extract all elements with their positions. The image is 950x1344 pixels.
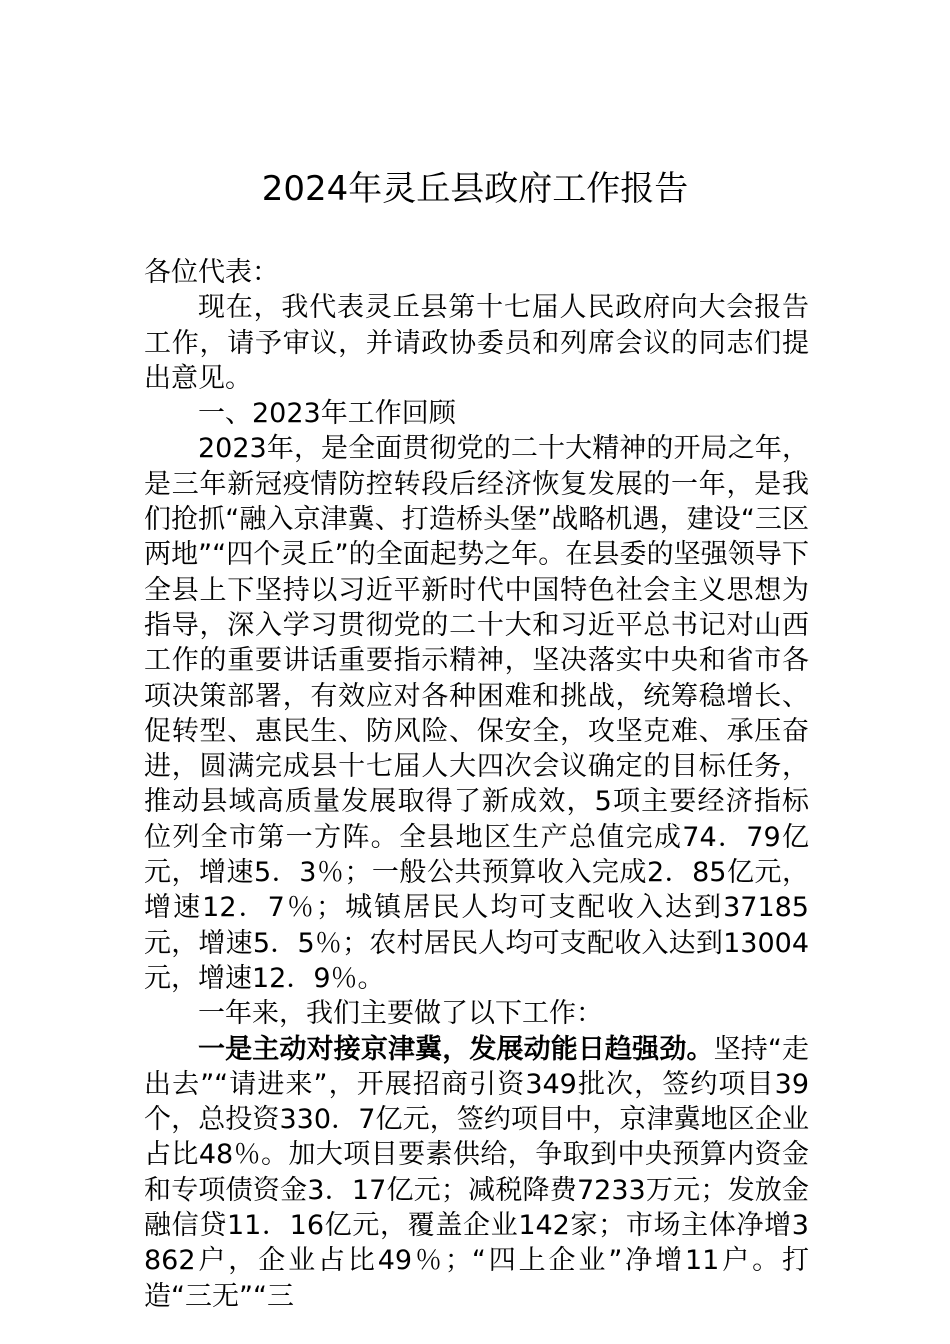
point-one-heading: 一是主动对接京津冀，发展动能日趋强劲。 (198, 1033, 714, 1065)
document-body (144, 255, 809, 1314)
section-heading: 一、2023年工作回顾 (198, 398, 456, 430)
intro-paragraph: 现在，我代表灵丘县第十七届人民政府向大会报告工作，请予审议，并请政协委员和列席会议的同志们提出意见。 (144, 292, 809, 394)
document-title: 2024年灵丘县政府工作报告 (261, 169, 689, 209)
point-one-text: 坚持“走出去”“请进来”，开展招商引资349批次，签约项目39个，总投资330．7亿元，签约项目中，京津冀地区企业占比48％。加大项目要素供给，争取到中央预算内资金和专项债资金3．17亿元；减税降费7233万元；发放金融信贷11．16亿元，覆盖企业142家；市场主体净增3862户，企业占比49％；“四上企业”净增11户。打造“三无”“三 (144, 1033, 809, 1312)
point-one-paragraph (144, 1032, 809, 1314)
review-paragraph: 2023年，是全面贯彻党的二十大精神的开局之年，是三年新冠疫情防控转段后经济恢复发展的一年，是我们抢抓“融入京津冀、打造桥头堡”战略机遇，建设“三区两地”“四个灵丘”的全面起势之年。在县委的坚强领导下全县上下坚持以习近平新时代中国特色社会主义思想为指导，深入学习贯彻党的二十大和习近平总书记对山西工作的重要讲话重要指示精神，坚决落实中央和省市各项决策部署，有效应对各种困难和挑战，统筹稳增长、促转型、惠民生、防风险、保安全，攻坚克难、承压奋进，圆满完成县十七届人大四次会议确定的目标任务，推动县域高质量发展取得了新成效，5项主要经济指标位列全市第一方阵。全县地区生产总值完成74．79亿元，增速5．3％；一般公共预算收入完成2．85亿元，增速12．7％；城镇居民人均可支配收入达到37185元，增速5．5％；农村居民人均可支配收入达到13004元，增速12．9％。 (144, 433, 809, 994)
salutation: 各位代表： (144, 257, 279, 288)
work-intro: 一年来，我们主要做了以下工作： (198, 998, 603, 1030)
